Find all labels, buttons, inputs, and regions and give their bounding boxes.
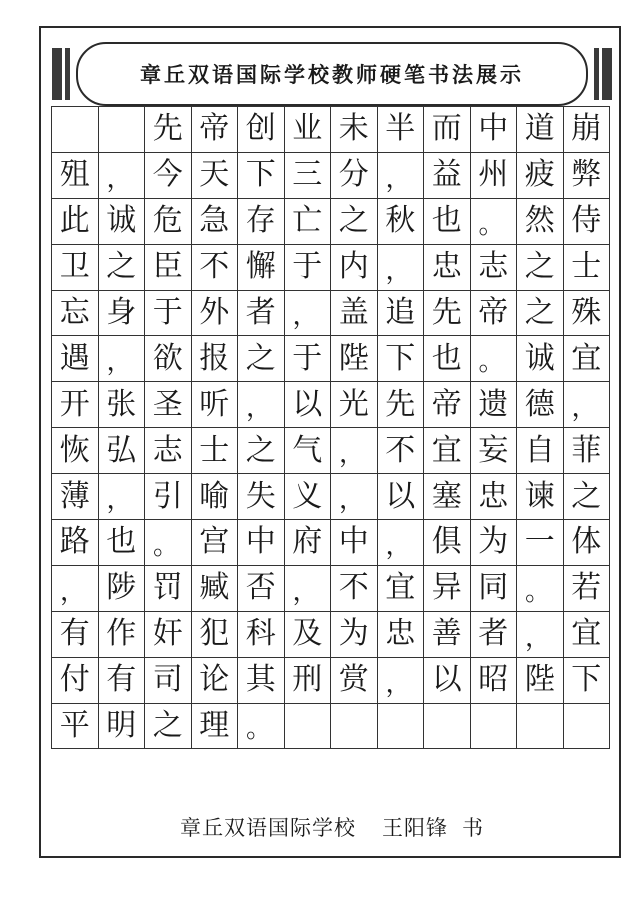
grid-cell: 遇 <box>52 336 99 382</box>
grid-cell: 报 <box>192 336 239 382</box>
grid-cell: 明 <box>99 704 146 750</box>
grid-cell: 罚 <box>145 566 192 612</box>
grid-cell: ， <box>99 336 146 382</box>
grid-cell: 异 <box>424 566 471 612</box>
grid-cell: ， <box>378 153 425 199</box>
grid-cell: 疲 <box>517 153 564 199</box>
grid-cell: 宜 <box>378 566 425 612</box>
grid-cell: 欲 <box>145 336 192 382</box>
grid-cell: 薄 <box>52 474 99 520</box>
grid-cell: 善 <box>424 612 471 658</box>
grid-cell: ， <box>238 382 285 428</box>
grid-cell: 中 <box>238 520 285 566</box>
grid-cell: 张 <box>99 382 146 428</box>
grid-cell: 先 <box>424 291 471 337</box>
grid-cell: 下 <box>378 336 425 382</box>
grid-cell: 为 <box>471 520 518 566</box>
grid-cell: 之 <box>145 704 192 750</box>
grid-cell: 之 <box>331 199 378 245</box>
grid-cell: 之 <box>238 428 285 474</box>
calligraphy-grid <box>51 106 610 749</box>
grid-cell: 不 <box>378 428 425 474</box>
grid-cell: 下 <box>238 153 285 199</box>
grid-cell: 以 <box>285 382 332 428</box>
grid-cell: 气 <box>285 428 332 474</box>
banner-left-bar-inner <box>65 48 70 100</box>
grid-cell: 此 <box>52 199 99 245</box>
grid-cell: 路 <box>52 520 99 566</box>
grid-cell: 半 <box>378 107 425 153</box>
grid-cell: ， <box>99 153 146 199</box>
grid-cell: 及 <box>285 612 332 658</box>
grid-cell: 志 <box>471 245 518 291</box>
grid-cell: 妄 <box>471 428 518 474</box>
grid-cell: 奸 <box>145 612 192 658</box>
grid-cell: ， <box>285 291 332 337</box>
grid-cell: 赏 <box>331 658 378 704</box>
grid-cell: 刑 <box>285 658 332 704</box>
grid-cell: 忠 <box>471 474 518 520</box>
grid-cell: 中 <box>471 107 518 153</box>
grid-cell: 盖 <box>331 291 378 337</box>
grid-cell: 诚 <box>99 199 146 245</box>
grid-cell: 者 <box>471 612 518 658</box>
grid-cell: 然 <box>517 199 564 245</box>
signature-suffix: 书 <box>462 816 484 840</box>
grid-cell: 道 <box>517 107 564 153</box>
grid-cell: 光 <box>331 382 378 428</box>
grid-cell: 侍 <box>564 199 611 245</box>
grid-cell <box>424 704 471 750</box>
grid-cell: 听 <box>192 382 239 428</box>
grid-cell <box>52 107 99 153</box>
banner-right-bar <box>602 48 612 100</box>
grid-cell <box>99 107 146 153</box>
signature-name: 王阳锋 <box>382 816 448 840</box>
grid-cell: 秋 <box>378 199 425 245</box>
grid-cell <box>517 704 564 750</box>
grid-cell: 宜 <box>424 428 471 474</box>
grid-cell: 于 <box>285 336 332 382</box>
grid-cell: 急 <box>192 199 239 245</box>
grid-cell: 懈 <box>238 245 285 291</box>
grid-cell: 陛 <box>331 336 378 382</box>
grid-cell: 创 <box>238 107 285 153</box>
grid-cell: ， <box>378 245 425 291</box>
page-title: 章丘双语国际学校教师硬笔书法展示 <box>140 62 524 87</box>
grid-cell: 也 <box>424 199 471 245</box>
grid-cell: 陟 <box>99 566 146 612</box>
grid-cell: 作 <box>99 612 146 658</box>
grid-cell: 存 <box>238 199 285 245</box>
grid-cell: ， <box>331 428 378 474</box>
grid-cell: 之 <box>517 291 564 337</box>
grid-cell: 者 <box>238 291 285 337</box>
grid-cell: 忠 <box>378 612 425 658</box>
grid-cell: 今 <box>145 153 192 199</box>
grid-cell: 圣 <box>145 382 192 428</box>
grid-cell: 内 <box>331 245 378 291</box>
signature-line <box>180 812 484 842</box>
grid-cell: 忠 <box>424 245 471 291</box>
grid-cell: 诚 <box>517 336 564 382</box>
grid-cell: 之 <box>517 245 564 291</box>
grid-cell: 为 <box>331 612 378 658</box>
grid-cell <box>285 704 332 750</box>
grid-cell: ， <box>378 520 425 566</box>
grid-cell: 之 <box>564 474 611 520</box>
grid-cell: 亡 <box>285 199 332 245</box>
grid-cell: 业 <box>285 107 332 153</box>
grid-cell: 昭 <box>471 658 518 704</box>
grid-cell: 中 <box>331 520 378 566</box>
grid-cell: 也 <box>99 520 146 566</box>
grid-cell: 有 <box>99 658 146 704</box>
grid-cell: 之 <box>238 336 285 382</box>
grid-cell: 崩 <box>564 107 611 153</box>
grid-cell: 。 <box>238 704 285 750</box>
grid-cell: 而 <box>424 107 471 153</box>
grid-cell: 以 <box>424 658 471 704</box>
grid-cell: 弘 <box>99 428 146 474</box>
grid-cell: ， <box>99 474 146 520</box>
grid-cell: 不 <box>331 566 378 612</box>
grid-cell: 谏 <box>517 474 564 520</box>
grid-cell: 下 <box>564 658 611 704</box>
grid-cell: 天 <box>192 153 239 199</box>
grid-cell: 犯 <box>192 612 239 658</box>
grid-cell: 。 <box>517 566 564 612</box>
grid-cell: 其 <box>238 658 285 704</box>
grid-cell: 宫 <box>192 520 239 566</box>
grid-cell: 体 <box>564 520 611 566</box>
grid-cell: 失 <box>238 474 285 520</box>
grid-cell: 德 <box>517 382 564 428</box>
grid-cell <box>564 704 611 750</box>
grid-cell: 危 <box>145 199 192 245</box>
grid-cell: 。 <box>471 336 518 382</box>
grid-cell: 否 <box>238 566 285 612</box>
grid-cell: 殊 <box>564 291 611 337</box>
grid-cell: 。 <box>145 520 192 566</box>
grid-cell <box>471 704 518 750</box>
grid-cell: 忘 <box>52 291 99 337</box>
grid-cell: 菲 <box>564 428 611 474</box>
grid-cell: 分 <box>331 153 378 199</box>
banner-left-bar <box>52 48 62 100</box>
grid-cell: 帝 <box>192 107 239 153</box>
grid-cell: 三 <box>285 153 332 199</box>
grid-cell: 有 <box>52 612 99 658</box>
grid-cell: 殂 <box>52 153 99 199</box>
grid-cell: 益 <box>424 153 471 199</box>
grid-cell: 于 <box>145 291 192 337</box>
grid-cell: 士 <box>192 428 239 474</box>
grid-cell: 开 <box>52 382 99 428</box>
grid-cell <box>331 704 378 750</box>
grid-cell: 平 <box>52 704 99 750</box>
grid-cell: 于 <box>285 245 332 291</box>
grid-cell: 卫 <box>52 245 99 291</box>
grid-cell: 追 <box>378 291 425 337</box>
banner-right-bar-inner <box>594 48 599 100</box>
grid-cell: 也 <box>424 336 471 382</box>
grid-cell: 遗 <box>471 382 518 428</box>
grid-cell: 付 <box>52 658 99 704</box>
grid-cell: 弊 <box>564 153 611 199</box>
grid-cell: 臧 <box>192 566 239 612</box>
grid-cell: ， <box>517 612 564 658</box>
grid-cell: 。 <box>471 199 518 245</box>
grid-cell: ， <box>285 566 332 612</box>
grid-cell: 理 <box>192 704 239 750</box>
grid-cell: ， <box>52 566 99 612</box>
grid-cell: 引 <box>145 474 192 520</box>
grid-cell: ， <box>378 658 425 704</box>
grid-cell: 恢 <box>52 428 99 474</box>
grid-cell: ， <box>331 474 378 520</box>
grid-cell: 未 <box>331 107 378 153</box>
grid-cell: 科 <box>238 612 285 658</box>
grid-cell: 帝 <box>471 291 518 337</box>
title-plate <box>76 42 588 106</box>
grid-cell: 之 <box>99 245 146 291</box>
grid-cell: 志 <box>145 428 192 474</box>
grid-cell: 喻 <box>192 474 239 520</box>
grid-cell: 先 <box>145 107 192 153</box>
grid-cell <box>378 704 425 750</box>
title-banner <box>52 42 612 106</box>
grid-cell: 宜 <box>564 336 611 382</box>
grid-cell: 臣 <box>145 245 192 291</box>
grid-cell: 陛 <box>517 658 564 704</box>
signature-school: 章丘双语国际学校 <box>180 816 356 840</box>
grid-cell: ， <box>564 382 611 428</box>
grid-cell: 外 <box>192 291 239 337</box>
grid-cell: 以 <box>378 474 425 520</box>
grid-cell: 宜 <box>564 612 611 658</box>
grid-cell: 先 <box>378 382 425 428</box>
grid-cell: 义 <box>285 474 332 520</box>
grid-cell: 一 <box>517 520 564 566</box>
grid-cell: 帝 <box>424 382 471 428</box>
grid-cell: 俱 <box>424 520 471 566</box>
grid-cell: 论 <box>192 658 239 704</box>
grid-cell: 身 <box>99 291 146 337</box>
grid-cell: 塞 <box>424 474 471 520</box>
grid-cell: 士 <box>564 245 611 291</box>
grid-cell: 州 <box>471 153 518 199</box>
grid-cell: 司 <box>145 658 192 704</box>
grid-cell: 自 <box>517 428 564 474</box>
grid-cell: 府 <box>285 520 332 566</box>
grid-cell: 不 <box>192 245 239 291</box>
grid-cell: 同 <box>471 566 518 612</box>
grid-cell: 若 <box>564 566 611 612</box>
